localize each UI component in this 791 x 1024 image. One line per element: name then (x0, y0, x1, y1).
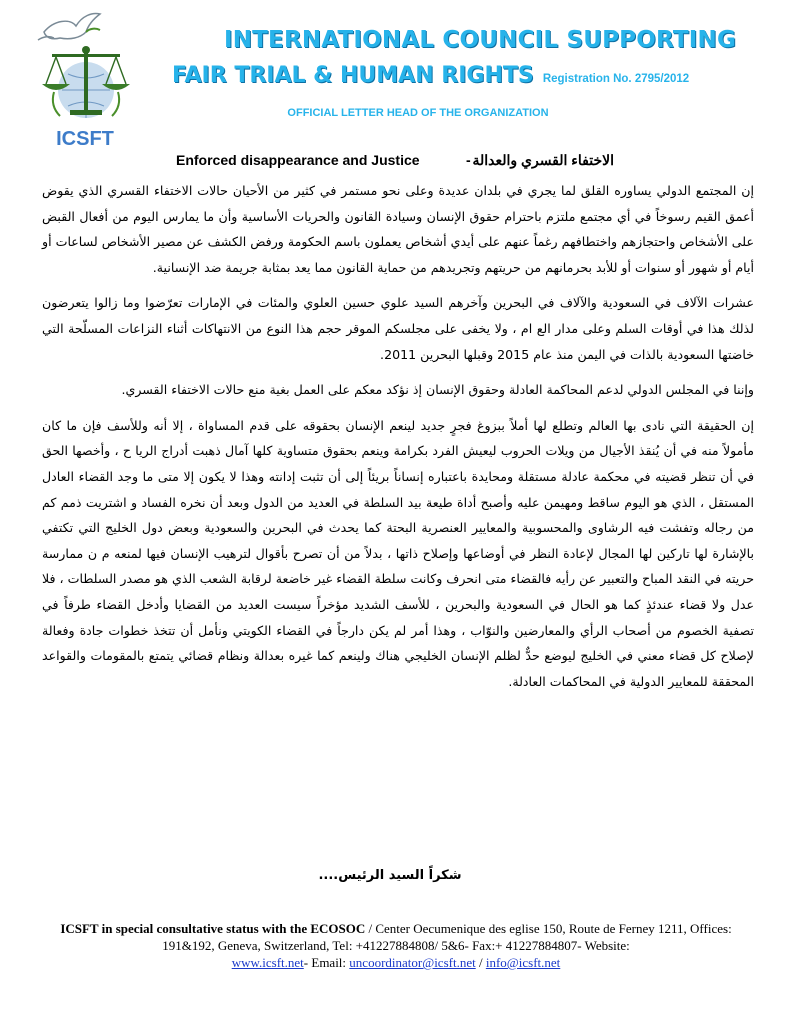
dove-and-scales-icon (30, 10, 140, 128)
website-link[interactable]: www.icsft.net (231, 955, 304, 970)
footer-address: / Center Oecumenique des eglise 150, Route de Ferney 1211, Offices: 191&192, Geneva, Switzerland, Tel: +41227884808/ 5&6- Fax:+ 41227884807- Website: (162, 921, 732, 953)
organization-name-line2 (172, 63, 772, 88)
body-paragraph: إن الحقيقة التي نادى بها العالم وتطلع لها أملاً ببزوغ فجرٍ جديد لينعم الإنسان بحقوقه على قدم المساواة ، إلا أنه وللأسف فإن ما كان مأمولاً منه في أن يُنقذ الأجيال من ويلات الحروب ليعيش الفرد بكرامة وينعم بحقوق متساوية كلها آمال ذهبت أدراج الريا ح ، وأخصها الحق في أن تنظر قضيته في محكمة عادلة مستقلة ومحايدة باعتباره إنساناً بريئاً إلى أن تثبت إدانته وهذا لا يكون إلا متى ما وجد القضاء العادل المستقل ، الذي هو اليوم ساقط ومهيمن عليه وأصبح أداة طيعة بيد السلطة في العديد من الدول وبعد أن نخره الفساد و اشتريت ذمم كم من رجاله وتفشت فيه الرشاوى والمحسوبية والمعايير العنصرية البحتة كما يحدث في البحرين والسعودية وبعض دول الخليج التي تكتفي بالإشارة لها تاركين لها المجال لإعادة النظر في أوضاعها وإصلاح ذاتها ، بدلاً من أن تصرح بأقوال لترهيب الإنسان فيها لمنعه م ن ممارسة حريته في النقد المباح والتعبير عن رأيه فالقضاء متى انحرف وكانت سلطة القضاء غير خاضعة لرقابة الشعب الذي هو مصدر السلطات ، فلا عدل ولا قضاء عندئذٍ كما هو الحال في السعودية والبحرين ، للأسف الشديد مؤخراً سيست العديد من القضايا وأدخل القضاء طرفاً في تصفية الخصوم من أصحاب الرأي والمعارضين والنوّاب ، وهذا أمر لم يكن دارجاً في القضاء الكويتي ونأمل أن تتخذ خطوات جادة وفعالة لإصلاح كل قضاء معني في الخليج ليوضع حدٌّ لظلم الإنسان الخليجي هناك ولينعم كما غيره بعدالة ونظام قضائي يتمتع بالمقومات والقواعد المحققة للمعايير الدولية في المحاكمات العادلة. (42, 417, 754, 689)
registration-number: Registration No. 2795/2012 (542, 73, 690, 85)
organization-logo (30, 10, 140, 150)
title-arabic: الاختفاء القسري والعدالة (472, 152, 614, 168)
organization-name-line1: INTERNATIONAL COUNCIL SUPPORTING (223, 27, 737, 53)
email-separator: / (475, 955, 486, 970)
title-dash: - (466, 152, 471, 168)
closing-thanks: شكراً السيد الرئيس.... (318, 868, 462, 883)
footer (40, 920, 752, 971)
email-link-uncoordinator[interactable]: uncoordinator@icsft.net (349, 955, 476, 970)
official-letterhead-label: OFFICIAL LETTER HEAD OF THE ORGANIZATION (287, 107, 549, 119)
organization-name-line2-text: FAIR TRIAL & HUMAN RIGHTS (172, 63, 534, 88)
title-english: Enforced disappearance and Justice (176, 152, 420, 168)
email-link-info[interactable]: info@icsft.net (485, 955, 561, 970)
logo-text: ICSFT (56, 128, 114, 150)
body-paragraph: وإننا في المجلس الدولي لدعم المحاكمة العادلة وحقوق الإنسان إذ نؤكد معكم على العمل بغية منع حالات الاختفاء القسري. (121, 382, 754, 398)
footer-org-status: ICSFT in special consultative status with the ECOSOC (60, 921, 366, 936)
body-paragraph: عشرات الآلاف في السعودية والآلاف في البحرين وآخرهم السيد علوي حسين العلوي والمئات في الإمارات تعرّضوا وما زالوا يتعرضون لذلك هذا في أوقات السلم وعلى مدار الع ام ، ولا يخفى على مجلسكم الموقر حجم هذا النوع من الانتهاكات أثناء النزاعات المسلّحة التي خاضتها السعودية بالذات في اليمن منذ عام 2015 وقبلها البحرين 2011. (42, 295, 754, 362)
letter-body (42, 178, 754, 704)
email-label: - Email: (303, 955, 350, 970)
body-paragraph: إن المجتمع الدولي يساوره القلق لما يجري في بلدان عديدة وعلى نحو مستمر في كثير من الأحيان حالات الاختفاء القسري الذي يقوض أعمق القيم رسوخاً في أي مجتمع ملتزم باحترام حقوق الإنسان وسيادة القانون والحريات الأساسية وأن ما يمارس اليوم من أفعال القبض على الأشخاص واحتجازهم واختطافهم رغماً عنهم على أيدي أشخاص يعملون باسم الحكومة ورفض الكشف عن مصير الأشخاص لساعات أو أيام أو شهور أو سنوات أو للأبد بحرمانهم من حريتهم وتجريدهم من حماية القانون مما يعد بمثابة جريمة ضد الإنسانية. (42, 183, 754, 275)
